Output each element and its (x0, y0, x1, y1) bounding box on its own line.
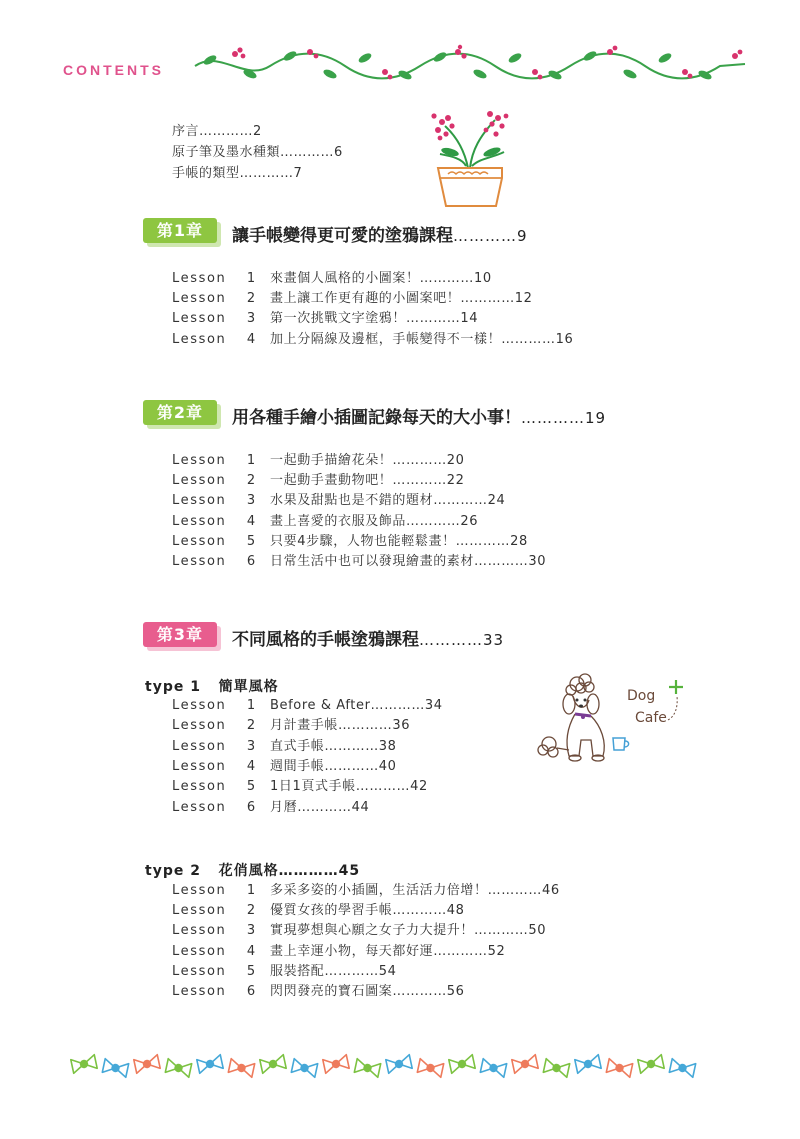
list-item: Lesson 3 直式手帳…………38 (172, 739, 397, 754)
bow-icon (638, 1055, 664, 1074)
bow-icon (228, 1059, 254, 1078)
list-item: Lesson 1 來畫個人風格的小圖案！…………10 (172, 271, 492, 286)
list-item: Lesson 2 一起動手畫動物吧！…………22 (172, 473, 465, 488)
list-item: Lesson 4 加上分隔線及邊框，手帳變得不一樣！…………16 (172, 332, 574, 347)
list-item: Lesson 6 月曆…………44 (172, 800, 370, 815)
list-item: Lesson 1 多采多姿的小插圖，生活活力倍增！…………46 (172, 883, 560, 898)
list-item: Lesson 6 日常生活中也可以發現繪畫的素材…………30 (172, 554, 547, 569)
bow-icon (323, 1055, 349, 1074)
bow-icon (669, 1059, 695, 1078)
list-item: Lesson 3 實現夢想與心願之女子力大提升！…………50 (172, 923, 547, 938)
bow-icon (512, 1055, 538, 1074)
list-item: Lesson 1 Before & After…………34 (172, 698, 443, 713)
list-item: Lesson 4 週間手帳…………40 (172, 759, 397, 774)
chapter-3-title (232, 625, 504, 650)
decorative-vine-icon (190, 44, 750, 84)
bow-icon (102, 1059, 128, 1078)
list-item: Lesson 5 服裝搭配…………54 (172, 964, 397, 979)
chapter-3-title-text: 不同風格的手帳塗鴉課程 (232, 630, 419, 650)
bow-icon (197, 1055, 223, 1074)
chapter-3-page: …………33 (419, 631, 505, 649)
list-item: Lesson 3 第一次挑戰文字塗鴉！…………14 (172, 311, 479, 326)
chapter-2-title-text: 用各種手繪小插圖記錄每天的大小事！ (232, 408, 521, 428)
type-1-name: 簡單風格 (218, 679, 279, 695)
chapter-1-title (232, 221, 528, 246)
chapter-1-page: …………9 (453, 227, 528, 245)
chapter-2-title (232, 403, 606, 428)
type-1-heading (145, 676, 279, 696)
list-item: Lesson 6 閃閃發亮的寶石圖案…………56 (172, 984, 465, 999)
bow-icon (606, 1059, 632, 1078)
type-2-name: 花俏風格…………45 (218, 863, 361, 879)
intro-line-pens: 原子筆及墨水種類…………6 (172, 145, 343, 160)
intro-line-planner-types: 手帳的類型…………7 (172, 166, 303, 181)
bow-icon (165, 1059, 191, 1078)
flower-pot-icon (420, 108, 520, 212)
bow-icon (260, 1055, 286, 1074)
list-item: Lesson 3 水果及甜點也是不錯的題材…………24 (172, 493, 506, 508)
dog-cafe-icon (535, 670, 700, 770)
bow-icon (543, 1059, 569, 1078)
bow-icon (449, 1055, 475, 1074)
list-item: Lesson 5 1日1頁式手帳…………42 (172, 779, 428, 794)
bow-icon (134, 1055, 160, 1074)
chapter-1-title-text: 讓手帳變得更可愛的塗鴉課程 (232, 226, 453, 246)
chapter-2-page: …………19 (521, 409, 607, 427)
type-1-label: type 1 (145, 679, 201, 695)
bow-icon (354, 1059, 380, 1078)
chapter-1-badge: 第1章 (143, 218, 217, 243)
list-item: Lesson 2 畫上讓工作更有趣的小圖案吧！…………12 (172, 291, 533, 306)
bow-icon (417, 1059, 443, 1078)
chapter-2-badge: 第2章 (143, 400, 217, 425)
bow-icon (71, 1055, 97, 1074)
chapter-3-badge: 第3章 (143, 622, 217, 647)
list-item: Lesson 1 一起動手描繪花朵！…………20 (172, 453, 465, 468)
list-item: Lesson 2 優質女孩的學習手帳…………48 (172, 903, 465, 918)
dog-text-2: Cafe (635, 710, 667, 726)
contents-title: CONTENTS (63, 62, 164, 78)
intro-line-preface: 序言…………2 (172, 124, 262, 139)
list-item: Lesson 5 只要4步驟，人物也能輕鬆畫！…………28 (172, 534, 528, 549)
type-2-heading (145, 860, 360, 880)
dog-text-1: Dog (627, 688, 656, 704)
list-item: Lesson 4 畫上喜愛的衣服及飾品…………26 (172, 514, 479, 529)
bow-icon (575, 1055, 601, 1074)
list-item: Lesson 2 月計畫手帳…………36 (172, 718, 411, 733)
type-2-label: type 2 (145, 863, 201, 879)
bow-icon (386, 1055, 412, 1074)
bow-icon (291, 1059, 317, 1078)
bow-ribbon-border-icon (70, 1048, 710, 1088)
bow-icon (480, 1059, 506, 1078)
list-item: Lesson 4 畫上幸運小物，每天都好運…………52 (172, 944, 506, 959)
